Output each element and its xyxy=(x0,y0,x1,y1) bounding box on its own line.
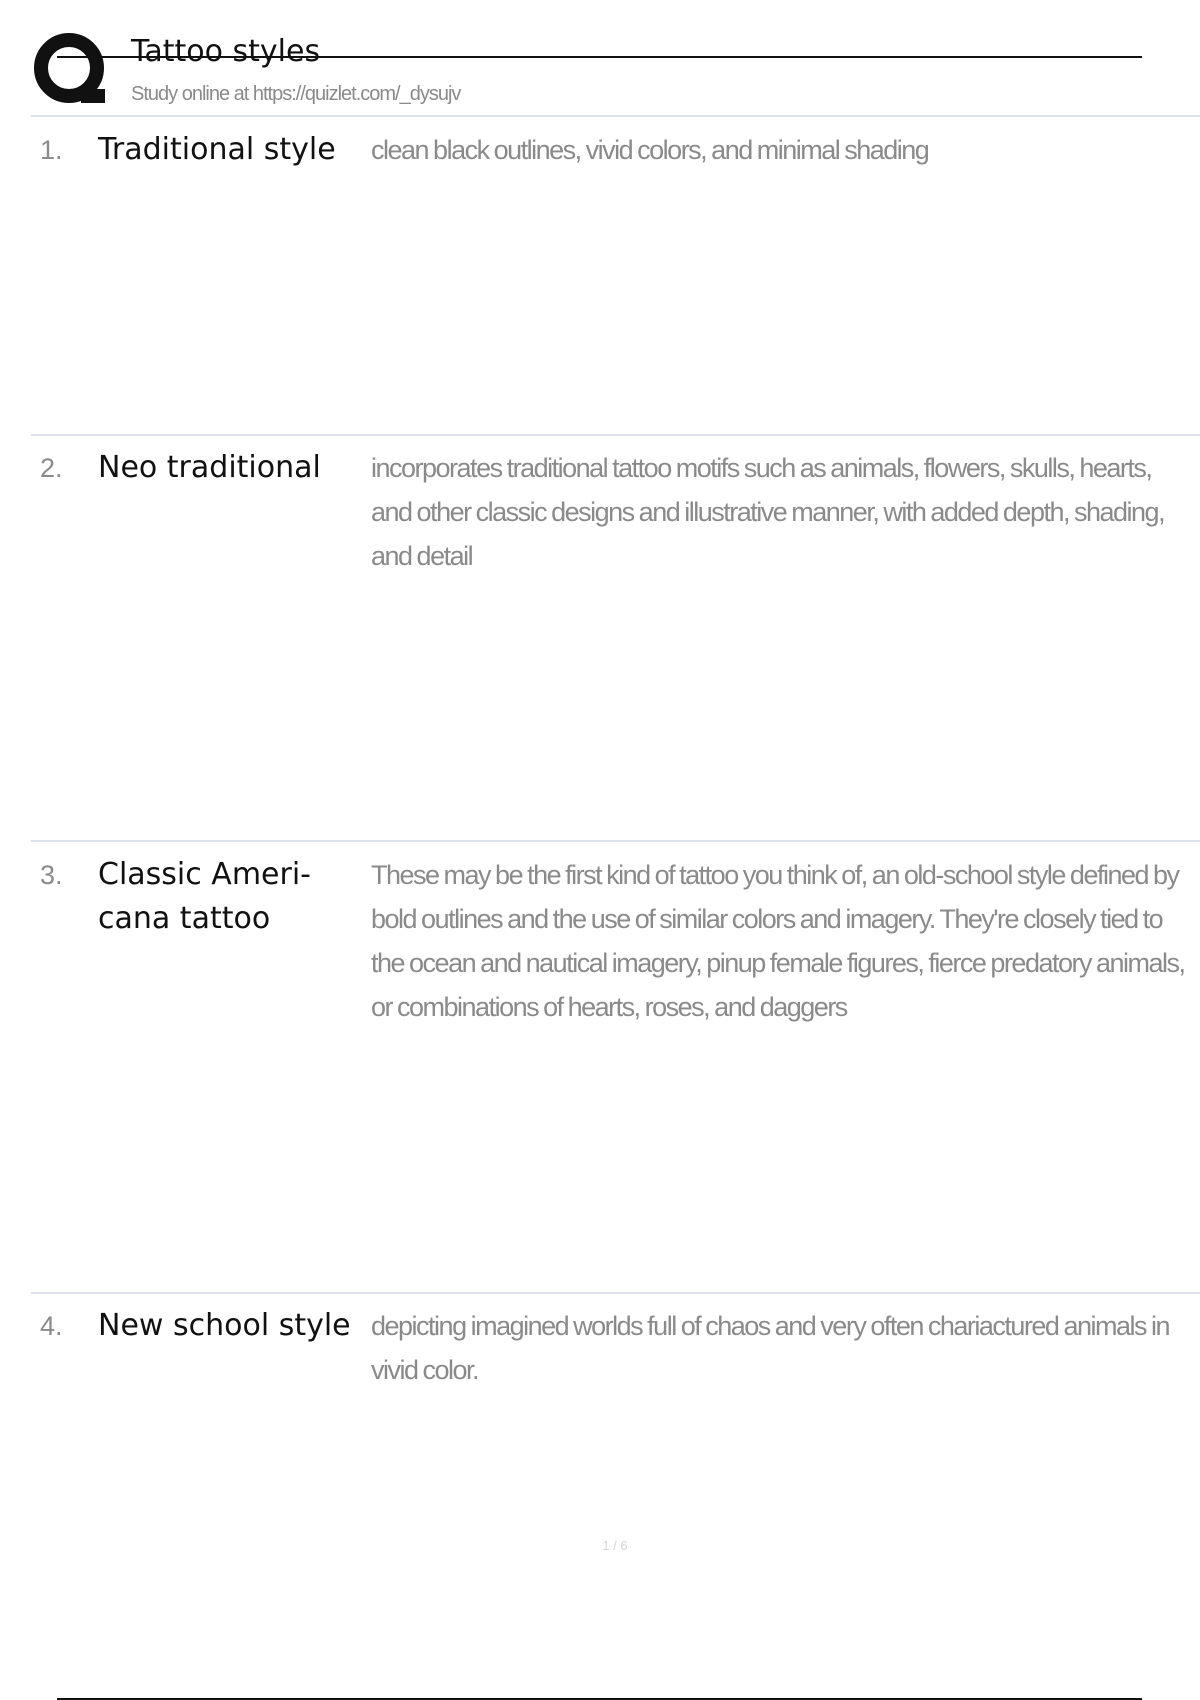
page-number: 1 / 6 xyxy=(602,1538,628,1553)
card-definition: incorporates traditional tattoo motifs such as animals, flowers, skulls, hearts, and other classic designs and illustrative manner, with added depth, shading, and detail xyxy=(371,453,1165,571)
row-divider xyxy=(31,434,1200,436)
study-online-link[interactable]: Study online at https://quizlet.com/_dysujv xyxy=(131,83,461,105)
card-definition: clean black outlines, vivid colors, and minimal shading xyxy=(371,135,929,165)
quizlet-logo-icon xyxy=(31,31,111,111)
card-term: Classic Ameri-cana tattoo xyxy=(98,857,311,936)
card-term: Traditional style xyxy=(98,132,336,167)
row-divider xyxy=(31,840,1200,842)
row-divider xyxy=(31,115,1200,117)
card-number: 4. xyxy=(40,1311,63,1341)
card-number: 3. xyxy=(40,860,63,890)
card-definition: depicting imagined worlds full of chaos and very often chariactured animals in vivid color. xyxy=(371,1311,1170,1385)
card-number: 1. xyxy=(40,135,63,165)
card-term: New school style xyxy=(98,1308,351,1343)
card-number: 2. xyxy=(40,453,63,483)
row-divider xyxy=(31,1292,1200,1294)
card-definition: These may be the first kind of tattoo you think of, an old-school style defined by bold outlines and the use of similar colors and imagery. They're closely tied to the ocean and nautical imagery, pinup female figures, fierce predatory animals, or combinations of hearts, roses, and daggers xyxy=(371,860,1185,1022)
document-title: Tattoo styles xyxy=(131,34,321,69)
card-term: Neo traditional xyxy=(98,450,321,485)
